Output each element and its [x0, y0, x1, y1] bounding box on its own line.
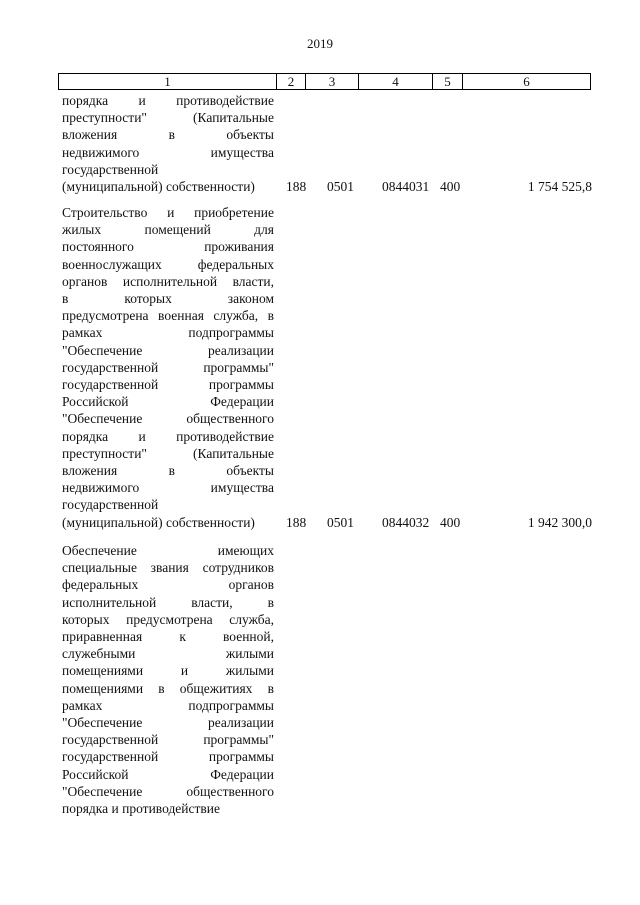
description-line: "Обеспечение реализации — [62, 715, 274, 731]
description-line: приравненная к военной, — [62, 629, 274, 645]
row-description — [62, 204, 274, 531]
description-line: "Обеспечение реализации — [62, 342, 274, 358]
description-line: государственной программы — [62, 749, 274, 765]
description-line: рамках подпрограммы — [62, 325, 274, 341]
description-line: постоянного проживания — [62, 239, 274, 255]
description-line: предусмотрена военная служба, в — [62, 308, 274, 324]
description-line: государственной программы" — [62, 359, 274, 375]
description-line: порядка и противодействие — [62, 801, 221, 817]
description-line: исполнительной власти, в — [62, 594, 274, 610]
header-col-4: 4 — [359, 74, 433, 89]
description-line: государственной программы" — [62, 732, 274, 748]
description-line: порядка и противодействие — [62, 428, 274, 444]
row-values — [62, 178, 592, 195]
description-line: государственной — [62, 161, 159, 177]
header-col-3: 3 — [306, 74, 359, 89]
description-line: Российской Федерации — [62, 766, 274, 782]
table-header — [58, 73, 591, 90]
description-line: преступности" (Капитальные — [62, 445, 274, 461]
description-line: недвижимого имущества — [62, 480, 274, 496]
description-line: специальные звания сотрудников — [62, 560, 274, 576]
table-row — [62, 204, 592, 531]
target-code: 0844031 — [382, 179, 430, 195]
description-line: Обеспечение имеющих — [62, 543, 274, 558]
description-line: "Обеспечение общественного — [62, 411, 274, 427]
description-line: (муниципальной) собственности) — [62, 179, 255, 195]
page-number: 2019 — [307, 36, 333, 51]
admin-code: 188 — [286, 179, 307, 195]
header-col-2: 2 — [277, 74, 306, 89]
description-line: государственной программы — [62, 377, 274, 393]
description-line: "Обеспечение общественного — [62, 783, 274, 799]
row-values — [62, 514, 592, 531]
section-code: 0501 — [327, 179, 354, 195]
description-line: органов исполнительной власти, — [62, 273, 274, 289]
description-line: жилых помещений для — [62, 222, 274, 238]
description-line: вложения в объекты — [62, 127, 274, 143]
description-line: федеральных органов — [62, 577, 274, 593]
description-line: государственной — [62, 497, 159, 513]
table-row — [62, 542, 592, 817]
description-line: служебными жилыми — [62, 646, 274, 662]
row-description — [62, 542, 274, 817]
admin-code: 188 — [286, 514, 307, 530]
description-line: вложения в объекты — [62, 463, 274, 479]
description-line: рамках подпрограммы — [62, 697, 274, 713]
header-col-1: 1 — [59, 74, 277, 89]
header-col-6: 6 — [523, 74, 530, 89]
description-line: преступности" (Капитальные — [62, 110, 274, 126]
description-line: которых предусмотрена служба, — [62, 611, 274, 627]
expense-type: 400 — [440, 514, 461, 530]
description-line: военнослужащих федеральных — [62, 256, 274, 272]
description-line: недвижимого имущества — [62, 144, 274, 160]
description-line: Строительство и приобретение — [62, 205, 274, 220]
description-line: в которых законом — [62, 291, 274, 307]
header-col-5: 5 — [433, 74, 463, 89]
section-code: 0501 — [327, 514, 354, 530]
description-line: порядка и противодействие — [62, 93, 274, 108]
description-line: Российской Федерации — [62, 394, 274, 410]
amount: 1 942 300,0 — [527, 514, 592, 530]
description-line: помещениями и жилыми — [62, 663, 274, 679]
description-line: помещениями в общежитиях в — [62, 680, 274, 696]
table-row — [62, 92, 592, 195]
expense-type: 400 — [440, 179, 461, 195]
target-code: 0844032 — [382, 514, 430, 530]
description-line: (муниципальной) собственности) — [62, 514, 255, 530]
amount: 1 754 525,8 — [527, 179, 592, 195]
